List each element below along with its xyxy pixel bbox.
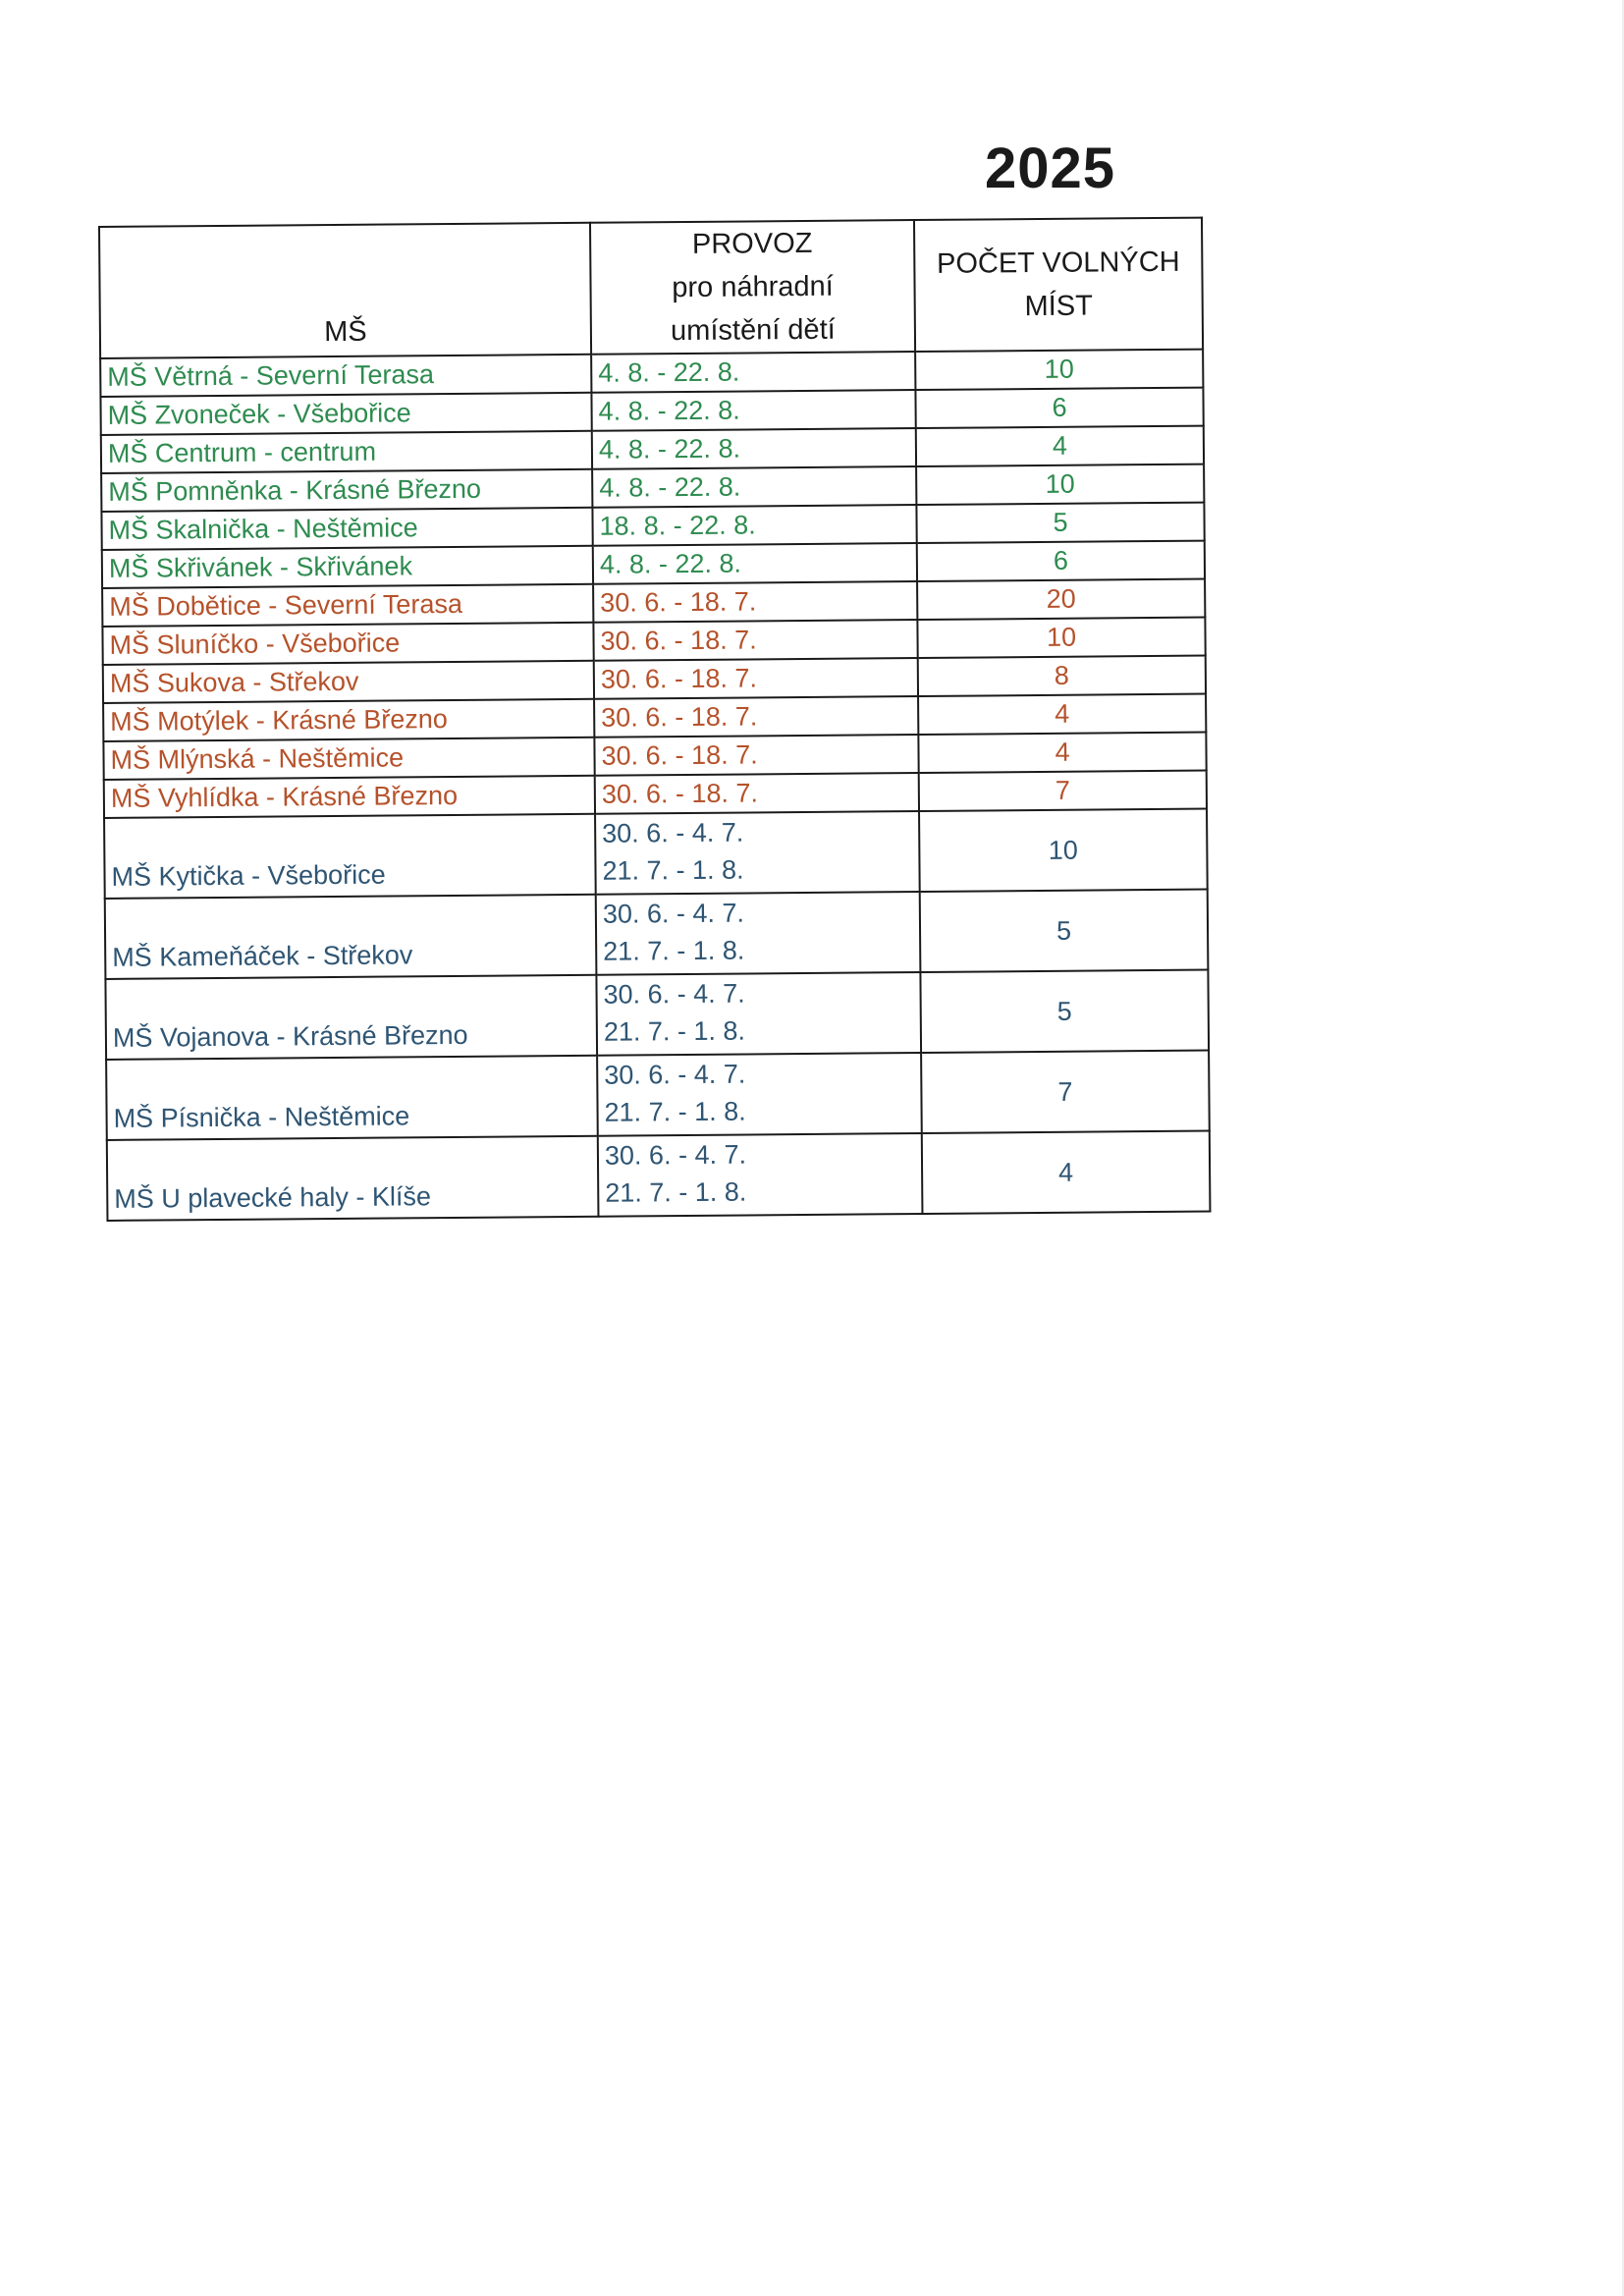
operation-dates-cell bbox=[593, 620, 917, 661]
operation-dates-cell bbox=[592, 466, 916, 508]
header-ms: MŠ bbox=[99, 223, 591, 358]
date-range: 21. 7. - 1. 8. bbox=[603, 1015, 746, 1047]
date-range: 30. 6. - 18. 7. bbox=[601, 701, 758, 733]
free-places-cell: 20 bbox=[917, 579, 1205, 620]
table-row bbox=[107, 1131, 1211, 1221]
date-range: 30. 6. - 18. 7. bbox=[601, 739, 758, 771]
header-provoz-line: PROVOZ bbox=[691, 227, 813, 260]
school-name-cell: MŠ Větrná - Severní Terasa bbox=[100, 355, 591, 397]
year-title: 2025 bbox=[985, 137, 1116, 200]
operation-dates-cell bbox=[591, 390, 915, 431]
date-range: 30. 6. - 18. 7. bbox=[600, 586, 757, 618]
header-pocet-line: POČET VOLNÝCH bbox=[936, 246, 1180, 280]
header-provoz bbox=[590, 220, 915, 355]
free-places-cell: 10 bbox=[915, 350, 1203, 390]
operation-dates-cell bbox=[595, 773, 919, 814]
operation-dates-cell bbox=[598, 1133, 923, 1217]
operation-dates-cell bbox=[591, 352, 915, 393]
operation-dates-cell bbox=[594, 735, 918, 776]
operation-dates-cell bbox=[597, 1053, 922, 1136]
school-name-cell: MŠ Kameňáček - Střekov bbox=[105, 895, 597, 979]
header-pocet bbox=[914, 218, 1203, 352]
school-name-cell: MŠ Dobětice - Severní Terasa bbox=[102, 584, 593, 627]
free-places-cell: 4 bbox=[918, 694, 1206, 735]
school-name-cell: MŠ Skalnička - Neštěmice bbox=[101, 508, 592, 550]
date-range: 30. 6. - 4. 7. bbox=[604, 1139, 747, 1171]
operation-dates-cell bbox=[595, 811, 920, 895]
school-name-cell: MŠ Centrum - centrum bbox=[101, 431, 592, 473]
school-name-cell: MŠ Skřivánek - Skřivánek bbox=[102, 546, 593, 588]
date-range: 30. 6. - 4. 7. bbox=[603, 978, 745, 1010]
date-range: 21. 7. - 1. 8. bbox=[605, 1176, 747, 1208]
school-name-cell: MŠ Mlýnská - Neštěmice bbox=[103, 738, 594, 780]
date-range: 30. 6. - 4. 7. bbox=[602, 817, 744, 848]
table-header-row bbox=[99, 218, 1203, 358]
school-name-cell: MŠ Vojanova - Krásné Březno bbox=[105, 975, 597, 1060]
table-body bbox=[100, 350, 1210, 1221]
date-range: 4. 8. - 22. 8. bbox=[599, 471, 741, 503]
free-places-cell: 10 bbox=[916, 465, 1204, 505]
date-range: 4. 8. - 22. 8. bbox=[599, 548, 742, 579]
operation-dates-cell bbox=[593, 581, 917, 623]
operation-dates-cell bbox=[592, 428, 916, 469]
date-range: 4. 8. - 22. 8. bbox=[598, 395, 740, 426]
table-row bbox=[104, 809, 1208, 899]
free-places-cell: 5 bbox=[920, 970, 1209, 1053]
school-name-cell: MŠ U plavecké haly - Klíše bbox=[107, 1136, 599, 1221]
school-name-cell: MŠ Zvoneček - Všebořice bbox=[100, 393, 591, 435]
operation-dates-cell bbox=[592, 505, 916, 546]
date-range: 30. 6. - 18. 7. bbox=[600, 625, 757, 656]
table-row bbox=[106, 1051, 1210, 1140]
schedule-table-wrapper bbox=[98, 217, 1211, 1222]
table-row bbox=[105, 890, 1209, 979]
date-range: 21. 7. - 1. 8. bbox=[603, 935, 745, 966]
school-name-cell: MŠ Sukova - Střekov bbox=[103, 661, 594, 703]
free-places-cell: 7 bbox=[921, 1051, 1210, 1133]
date-range: 30. 6. - 18. 7. bbox=[600, 663, 758, 694]
school-name-cell: MŠ Vyhlídka - Krásné Březno bbox=[104, 776, 595, 818]
free-places-cell: 6 bbox=[917, 541, 1205, 581]
free-places-cell: 4 bbox=[918, 733, 1206, 773]
school-name-cell: MŠ Motýlek - Krásné Březno bbox=[103, 699, 594, 741]
school-name-cell: MŠ Sluníčko - Všebořice bbox=[102, 623, 593, 665]
header-provoz-line: pro náhradní bbox=[672, 270, 834, 304]
free-places-cell: 6 bbox=[915, 388, 1203, 428]
free-places-cell: 8 bbox=[918, 656, 1206, 696]
date-range: 4. 8. - 22. 8. bbox=[598, 433, 741, 465]
free-places-cell: 5 bbox=[920, 890, 1209, 972]
free-places-cell: 10 bbox=[919, 809, 1208, 892]
free-places-cell: 4 bbox=[916, 426, 1204, 466]
date-range: 30. 6. - 4. 7. bbox=[604, 1059, 746, 1090]
free-places-cell: 7 bbox=[919, 771, 1207, 811]
header-pocet-line: MÍST bbox=[1024, 290, 1093, 323]
operation-dates-cell bbox=[594, 696, 918, 738]
school-name-cell: MŠ Písnička - Neštěmice bbox=[106, 1056, 598, 1140]
free-places-cell: 10 bbox=[917, 618, 1205, 658]
date-range: 21. 7. - 1. 8. bbox=[604, 1096, 746, 1127]
free-places-cell: 4 bbox=[922, 1131, 1211, 1214]
operation-dates-cell bbox=[593, 543, 917, 584]
school-name-cell: MŠ Pomněnka - Krásné Březno bbox=[101, 469, 592, 512]
date-range: 18. 8. - 22. 8. bbox=[599, 510, 756, 541]
operation-dates-cell bbox=[594, 658, 918, 699]
date-range: 30. 6. - 4. 7. bbox=[602, 898, 745, 929]
date-range: 4. 8. - 22. 8. bbox=[598, 356, 740, 388]
schedule-table bbox=[98, 217, 1211, 1222]
operation-dates-cell bbox=[596, 972, 921, 1056]
operation-dates-cell bbox=[596, 892, 921, 975]
date-range: 30. 6. - 18. 7. bbox=[601, 778, 759, 809]
table-row bbox=[105, 970, 1209, 1060]
header-provoz-line: umístění dětí bbox=[670, 313, 836, 348]
date-range: 21. 7. - 1. 8. bbox=[602, 854, 744, 886]
school-name-cell: MŠ Kytička - Všebořice bbox=[104, 814, 596, 899]
free-places-cell: 5 bbox=[916, 503, 1204, 543]
